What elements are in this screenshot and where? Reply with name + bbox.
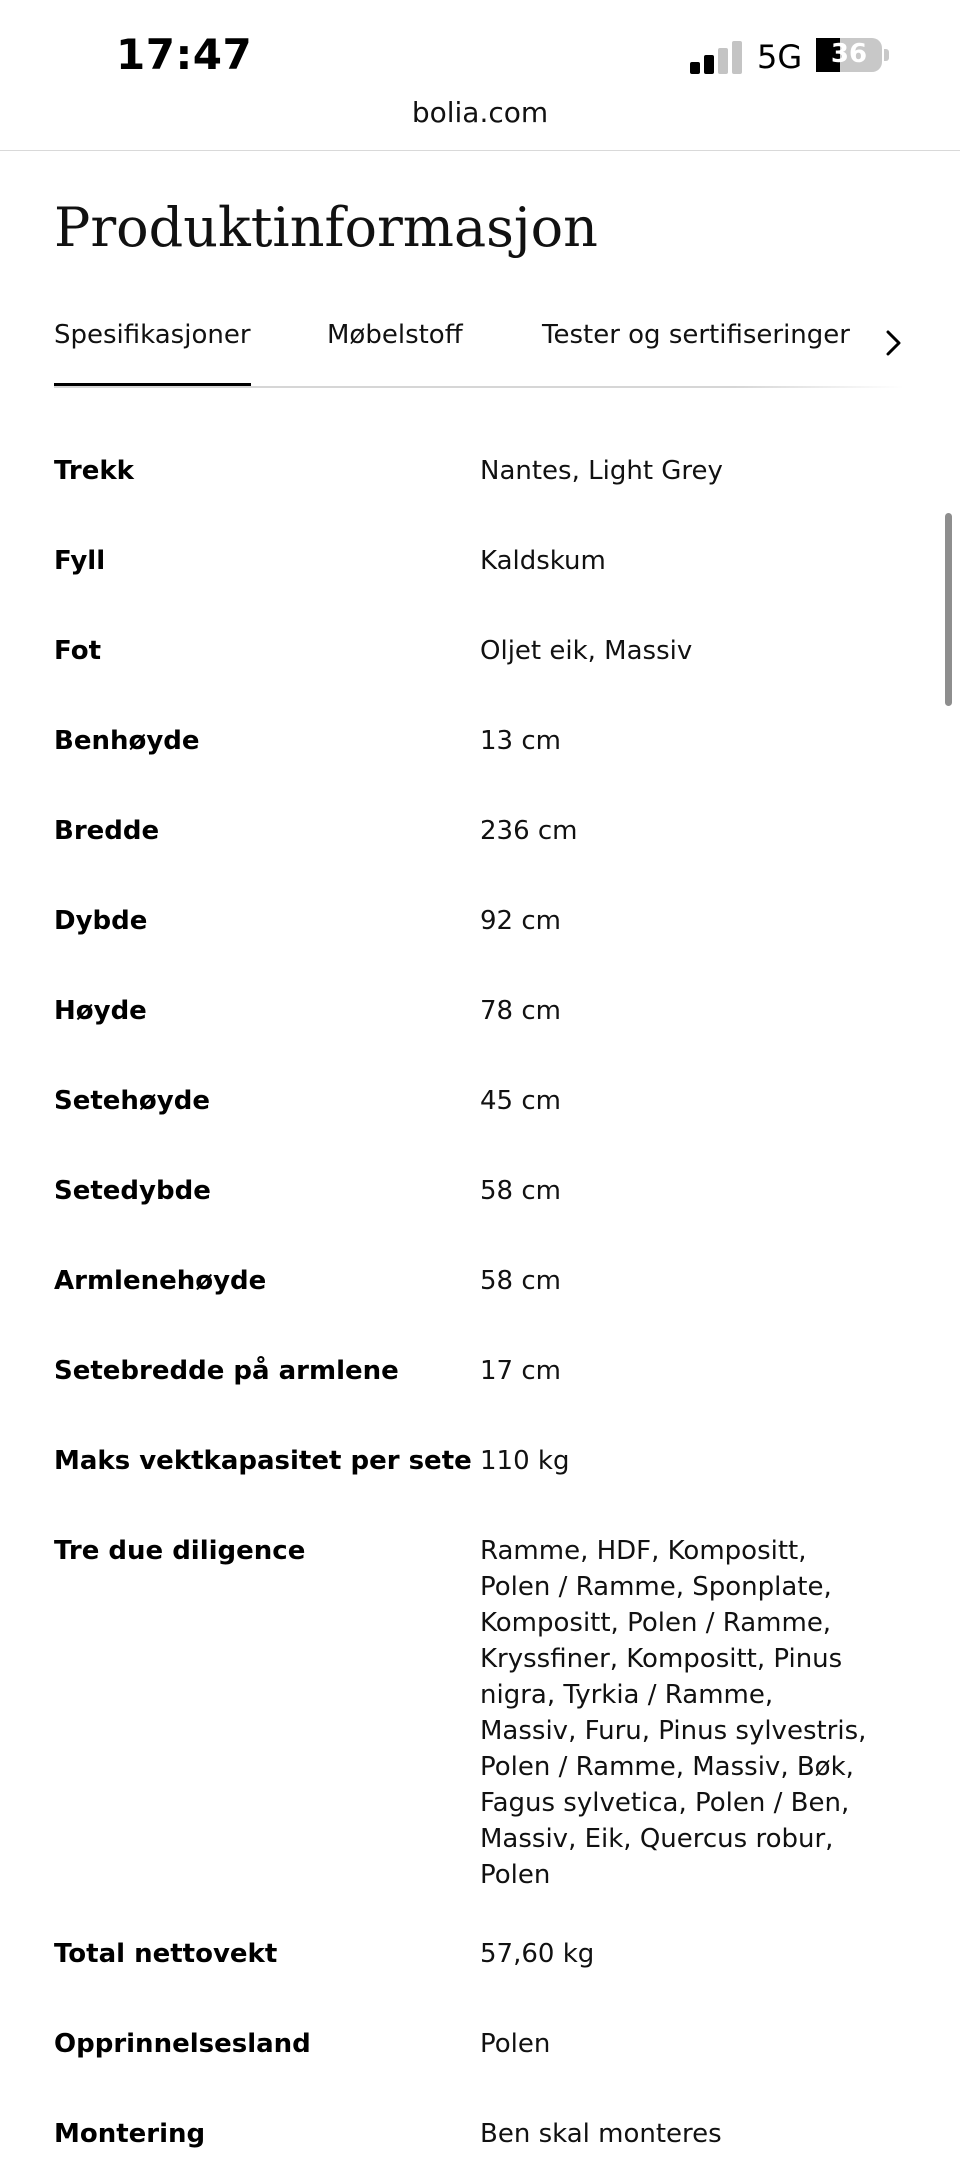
spec-label: Total nettovekt (54, 1939, 278, 1969)
spec-label: Armlenehøyde (54, 1266, 267, 1296)
spec-label: Opprinnelsesland (54, 2029, 311, 2059)
battery-percent: 36 (830, 39, 868, 69)
spec-label: Setehøyde (54, 1086, 210, 1116)
page-title: Produktinformasjon (54, 196, 598, 259)
spec-row-dybde (54, 876, 894, 966)
address-bar[interactable]: bolia.com (411, 96, 549, 129)
spec-label: Setedybde (54, 1176, 211, 1206)
spec-label: Benhøyde (54, 726, 200, 756)
spec-row-bredde (54, 786, 894, 876)
signal-bar (718, 48, 728, 74)
spec-label: Montering (54, 2119, 206, 2149)
battery-icon (816, 38, 882, 72)
spec-label: Setebredde på armlene (54, 1356, 399, 1386)
spec-label: Maks vektkapasitet per sete (54, 1446, 472, 1476)
spec-row-nettovekt (54, 1909, 894, 1999)
signal-bar (690, 62, 700, 74)
spec-value: 45 cm (480, 1086, 561, 1116)
spec-label: Fyll (54, 546, 106, 576)
status-bar (0, 0, 960, 110)
spec-value: Ben skal monteres (480, 2119, 722, 2149)
tab-mobelstoff[interactable]: Møbelstoff (327, 320, 463, 350)
spec-row-vektkapasitet (54, 1416, 894, 1506)
status-time: 17:47 (116, 30, 253, 79)
battery-tip (884, 49, 889, 61)
spec-row-armlenehoyde (54, 1236, 894, 1326)
signal-bar (732, 41, 742, 74)
spec-row-setehoyde (54, 1056, 894, 1146)
spec-label: Høyde (54, 996, 147, 1026)
spec-value: Polen (480, 2029, 551, 2059)
spec-value: Kaldskum (480, 546, 606, 576)
spec-row-montering (54, 2089, 894, 2179)
spec-value: Nantes, Light Grey (480, 456, 723, 486)
cellular-signal-icon (690, 40, 742, 74)
spec-value: Ramme, HDF, Kompositt, Polen / Ramme, Sponplate, Kompositt, Polen / Ramme, Kryssfiner, Kompositt, Pinus nigra, Tyrkia / Ramme, Massiv, Furu, Pinus sylvestris, Polen / Ramme, Massiv, Bøk, Fagus sylvetica, Polen / Ben, Massiv, Eik, Quercus robur, Polen (480, 1536, 867, 1890)
spec-row-trekk (54, 426, 894, 516)
spec-row-benhoyde (54, 696, 894, 786)
spec-value: 13 cm (480, 726, 561, 756)
signal-bar (704, 55, 714, 74)
spec-row-hoyde (54, 966, 894, 1056)
spec-value: 110 kg (480, 1446, 570, 1476)
divider (0, 150, 960, 151)
spec-row-fot (54, 606, 894, 696)
spec-list (54, 426, 894, 2179)
spec-label: Tre due diligence (54, 1536, 306, 1566)
spec-value: Oljet eik, Massiv (480, 636, 693, 666)
spec-value: 58 cm (480, 1266, 561, 1296)
network-type: 5G (757, 38, 803, 76)
spec-value: 78 cm (480, 996, 561, 1026)
spec-row-fyll (54, 516, 894, 606)
spec-row-opprinnelsesland (54, 1999, 894, 2089)
spec-value: 17 cm (480, 1356, 561, 1386)
spec-value: 57,60 kg (480, 1939, 595, 1969)
spec-row-setebredde (54, 1326, 894, 1416)
spec-row-setedybde (54, 1146, 894, 1236)
tab-tester-og-sertifiseringer[interactable]: Tester og sertifiseringer (542, 320, 850, 350)
spec-label: Fot (54, 636, 101, 666)
scrollbar[interactable] (945, 513, 952, 706)
spec-label: Dybde (54, 906, 148, 936)
tab-bar (54, 320, 904, 388)
spec-value: 236 cm (480, 816, 578, 846)
spec-value: 92 cm (480, 906, 561, 936)
chevron-right-icon[interactable] (876, 326, 910, 360)
tab-spesifikasjoner[interactable]: Spesifikasjoner (54, 320, 251, 350)
spec-label: Bredde (54, 816, 160, 846)
spec-label: Trekk (54, 456, 134, 486)
spec-row-tre-due-diligence (54, 1506, 894, 1909)
spec-value: 58 cm (480, 1176, 561, 1206)
